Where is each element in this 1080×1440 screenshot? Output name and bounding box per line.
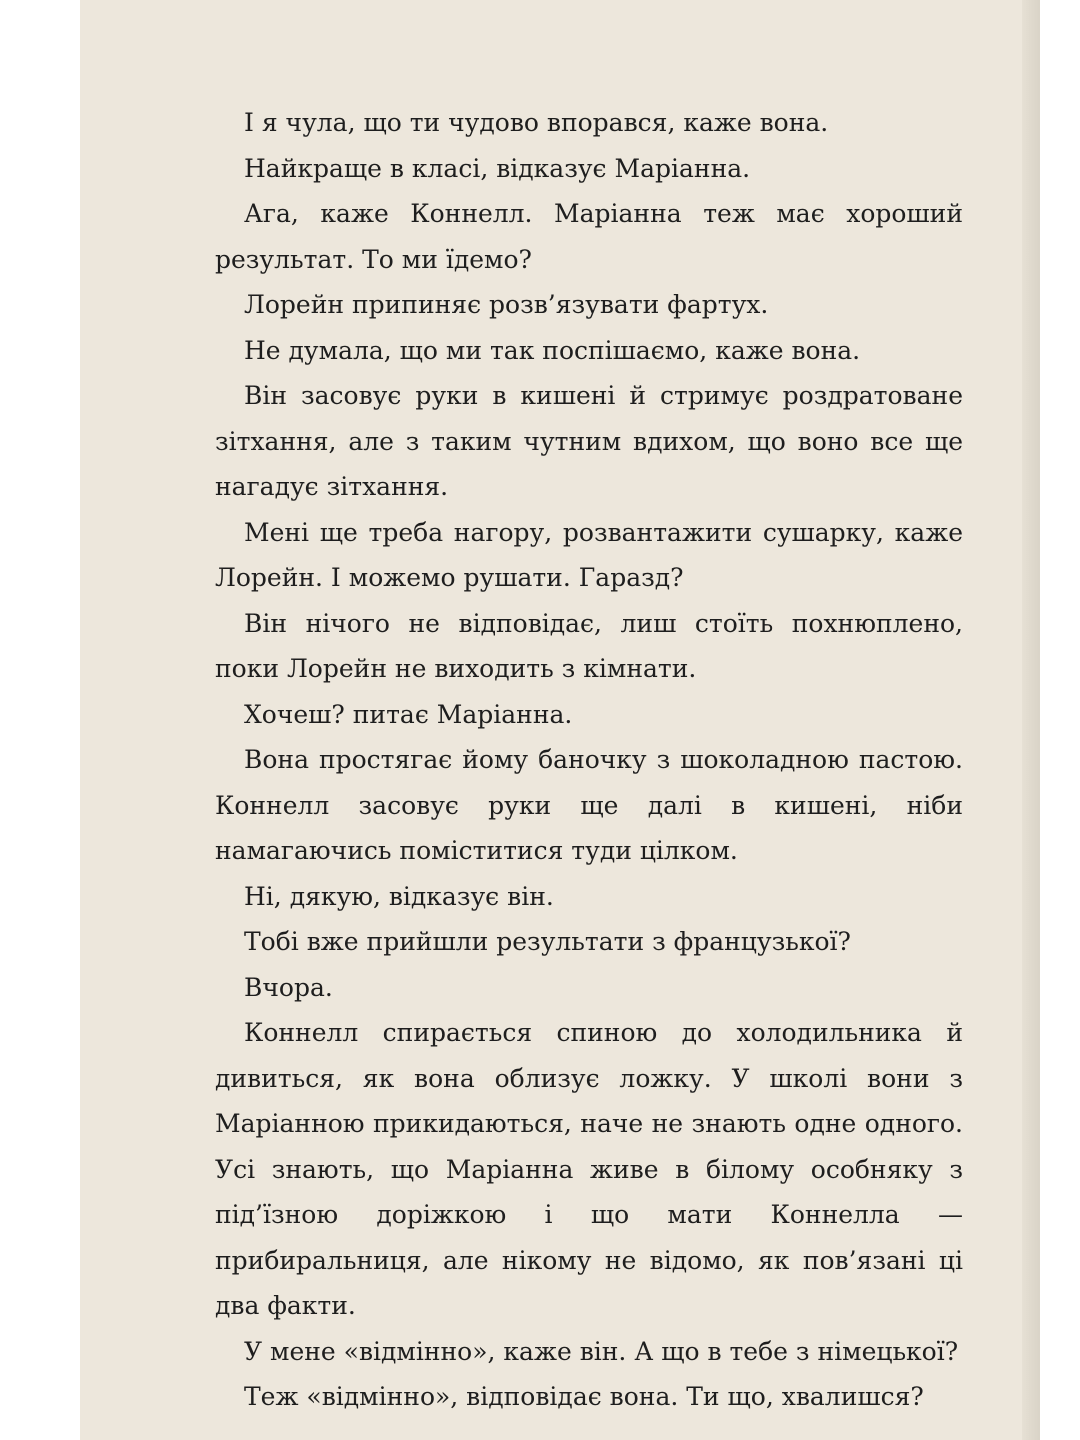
paragraph-10: Вона простягає йому баночку з шоколадною пастою. Коннелл засовує руки ще далі в кишені, ніби намагаючись поміститися туди цілком. — [215, 745, 963, 865]
paragraph-4: Лорейн припиняє розв’язувати фартух. — [244, 290, 769, 319]
paragraph-5: Не думала, що ми так поспішаємо, каже вона. — [244, 335, 861, 365]
paragraph-3: Ага, каже Коннелл. Маріанна теж має хороший результат. То ми їдемо? — [215, 199, 963, 274]
paragraph-9: Хочеш? питає Маріанна. — [244, 699, 573, 729]
paragraph-11: Ні, дякую, відказує він. — [244, 881, 554, 911]
paragraph-7: Мені ще треба нагору, розвантажити сушарку, каже Лорейн. І можемо рушати. Гаразд? — [215, 517, 963, 592]
paragraph-8: Він нічого не відповідає, лиш стоїть похнюплено, поки Лорейн не виходить з кімнати. — [215, 608, 963, 683]
paragraph-2: Найкраще в класі, відказує Маріанна. — [244, 153, 751, 183]
paragraph-1: І я чула, що ти чудово впорався, каже вона. — [244, 108, 829, 137]
paragraph-6: Він засовує руки в кишені й стримує роздратоване зітхання, але з таким чутним вдихом, що воно все ще нагадує зітхання. — [215, 381, 963, 501]
page-body-text — [215, 100, 963, 1420]
paragraph-15: У мене «відмінно», каже він. А що в тебе з німецької? — [244, 1336, 959, 1366]
paragraph-16: Теж «відмінно», відповідає вона. Ти що, хвалишся? — [244, 1382, 924, 1411]
paragraph-13: Вчора. — [244, 972, 333, 1002]
page-edge — [1022, 0, 1040, 1440]
paragraph-14: Коннелл спирається спиною до холодильника й дивиться, як вона облизує ложку. У школі вони з Маріанною прикидаються, наче не знають одне одного. Усі знають, що Маріанна живе в білому особняку з під’їзною доріжкою і що мати Коннелла — прибиральниця, але нікому не відомо, як пов’язані ці два факти. — [215, 1018, 963, 1320]
paragraph-12: Тобі вже прийшли результати з французької? — [244, 927, 851, 956]
